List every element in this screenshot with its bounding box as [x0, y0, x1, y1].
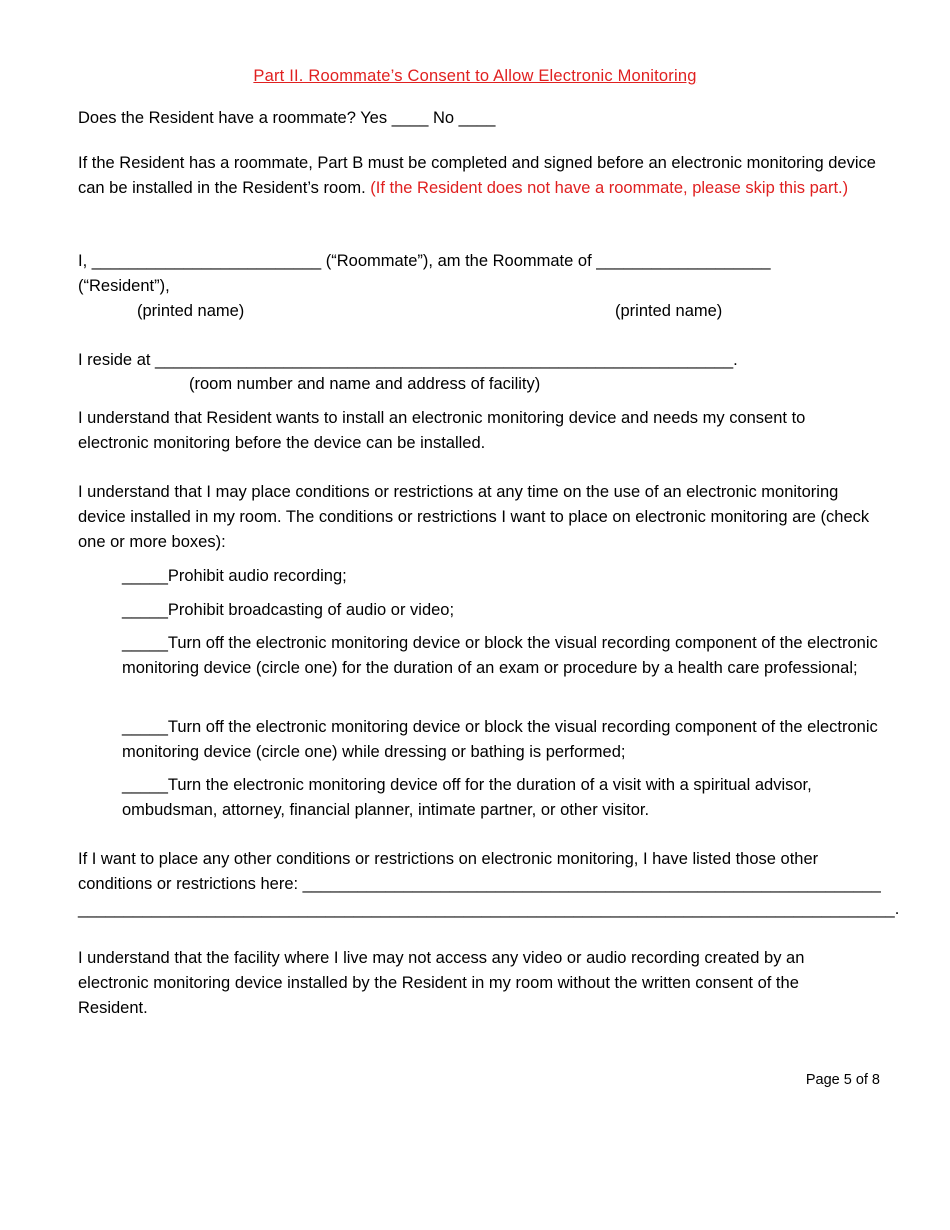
caption-resident-name: (printed name): [615, 302, 723, 320]
page-number: Page 5 of 8: [805, 1072, 880, 1088]
intro-paragraph: [78, 151, 878, 201]
condition-item: _____Turn off the electronic monitoring device or block the visual recording component of the electronic monitoring device (circle one) while dressing or bathing is performed;: [122, 718, 878, 761]
condition-item: _____Prohibit broadcasting of audio or video;: [122, 601, 455, 619]
roommate-question: Does the Resident have a roommate? Yes ____ No ____: [78, 109, 496, 127]
condition-item: _____Turn the electronic monitoring device off for the duration of a visit with a spiritual advisor, ombudsman, attorney, financial planner, intimate partner, or other visitor.: [122, 776, 812, 819]
caption-roommate-name: (printed name): [137, 302, 245, 320]
conditions-intro: I understand that I may place conditions or restrictions at any time on the use of an electronic monitoring device installed in my room. The conditions or restrictions I want to place on electronic monitoring are (check one or more boxes):: [78, 483, 870, 551]
other-conditions-line3: _________________________________________________________________________________________.: [78, 900, 900, 918]
intro-text: If the Resident has a roommate, Part B must be completed and signed before an electronic monitoring device can be installed in the Resident’s room.: [78, 154, 876, 197]
section-title: Part II. Roommate’s Consent to Allow Electronic Monitoring: [253, 67, 697, 85]
residence-caption: (room number and name and address of facility): [189, 375, 541, 393]
consent-paragraph: I understand that Resident wants to install an electronic monitoring device and needs my consent to electronic monitoring before the device can be installed.: [78, 409, 806, 452]
other-conditions-line2: conditions or restrictions here: _______________________________________________________________: [78, 875, 881, 893]
identity-line: I, _________________________ (“Roommate”), am the Roommate of ___________________: [78, 252, 771, 270]
condition-item: _____Prohibit audio recording;: [122, 567, 347, 585]
facility-access-paragraph: I understand that the facility where I live may not access any video or audio recording created by an electronic monitoring device installed by the Resident in my room without the written consent of the Resident.: [78, 949, 805, 1017]
skip-note: (If the Resident does not have a roommate, please skip this part.): [370, 179, 849, 197]
other-conditions-line1: If I want to place any other conditions or restrictions on electronic monitoring, I have listed those other: [78, 850, 819, 868]
identity-resident: (“Resident”),: [78, 277, 170, 295]
condition-item: _____Turn off the electronic monitoring device or block the visual recording component of the electronic monitoring device (circle one) for the duration of an exam or procedure by a health care professional;: [122, 634, 878, 677]
residence-line: I reside at _______________________________________________________________.: [78, 351, 738, 369]
